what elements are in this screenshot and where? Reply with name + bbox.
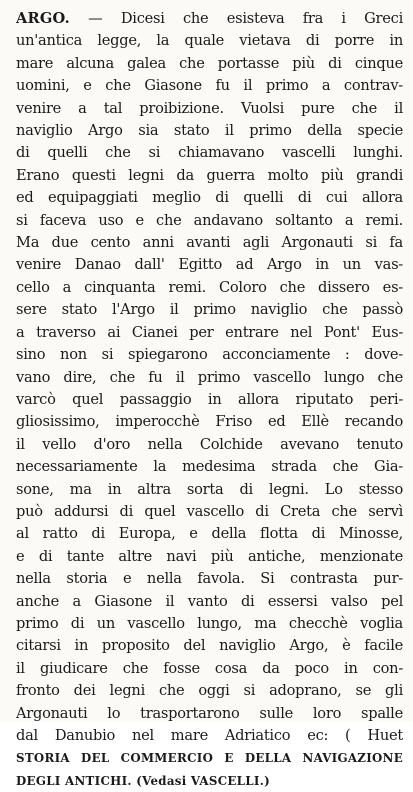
text-line-8: Erano questi legni da guerra molto più grandi	[16, 166, 403, 184]
text-line-29: citarsi in proposito del naviglio Argo, è facile	[16, 637, 403, 655]
text-line-31: fronto dei legni che oggi si adoprano, se gli	[16, 682, 403, 700]
text-line-5: venire a tal proibizione. Vuolsi pure che il	[16, 99, 403, 117]
text-line-30: il giudicare che fosse cosa da poco in con-	[16, 659, 403, 677]
text-line-15: a traverso ai Cianei per entrare nel Pont' Eus-	[16, 323, 403, 341]
text-line-17: vano dire, che fu il primo vascello lungo che	[16, 368, 403, 386]
text-line-2: un'antica legge, la quale vietava di porre in	[16, 32, 403, 50]
text-line-23: può addursi di quel vascello di Creta che servì	[16, 502, 403, 520]
text-line-10: si faceva uso e che andavano soltanto a remi.	[16, 211, 403, 229]
text-line-21: necessariamente la medesima strada che Gia-	[16, 458, 403, 476]
text-line-18: varcò quel passaggio in allora riputato peri-	[16, 390, 403, 408]
text-line-16: sino non si spiegarono acconciamente : dove-	[16, 346, 403, 364]
text-line-12: venire Danao dall' Egitto ad Argo in un vas-	[16, 256, 403, 274]
text-line-4: uomini, e che Giasone fu il primo a contrav-	[16, 77, 403, 95]
text-line-24: al ratto di Europa, e della flotta di Minosse,	[16, 525, 403, 543]
text-line-19: gliosissimo, imperocchè Friso ed Ellè recando	[16, 413, 403, 431]
text-line-25: e di tante altre navi più antiche, menzionate	[16, 547, 403, 565]
entry-headword: ARGO.	[16, 10, 70, 27]
argo-entry	[16, 8, 403, 792]
text-line-1: ARGO. — Dicesi che esisteva fra i Greci	[16, 10, 403, 27]
citation-line-2: DEGLI ANTICHI. (Vedasi VASCELLI.)	[16, 773, 270, 788]
text-line-11: Ma due cento anni avanti agli Argonauti si fa	[16, 234, 403, 252]
text-line-27: anche a Giasone il vanto di essersi valso pel	[16, 592, 403, 610]
text-line-33: dal Danubio nel mare Adriatico ec: ( Huet	[16, 727, 403, 744]
citation-line-1: STORIA DEL COMMERCIO E DELLA NAVIGAZIONE	[16, 751, 403, 766]
text-line-28: primo di un vascello lungo, ma checchè voglia	[16, 614, 403, 632]
text-line-22: sone, ma in altra sorta di legni. Lo stesso	[16, 480, 403, 498]
text-line-20: il vello d'oro nella Colchide avevano tenuto	[16, 435, 403, 453]
text-line-6: naviglio Argo sia stato il primo della specie	[16, 122, 403, 140]
text-line-9: ed equipaggiati meglio di quelli di cui allora	[16, 189, 403, 207]
text-line-14: sere stato l'Argo il primo naviglio che passò	[16, 301, 403, 319]
text-line-26: nella storia e nella favola. Si contrasta pur-	[16, 570, 403, 588]
text-line-13: cello a cinquanta remi. Coloro che dissero es-	[16, 278, 403, 296]
text-line-3: mare alcuna galea che portasse più di cinque	[16, 54, 403, 72]
text-line-32: Argonauti lo trasportarono sulle loro spalle	[16, 704, 403, 722]
text-line-7: di quelli che si chiamavano vascelli lunghi.	[16, 144, 403, 162]
